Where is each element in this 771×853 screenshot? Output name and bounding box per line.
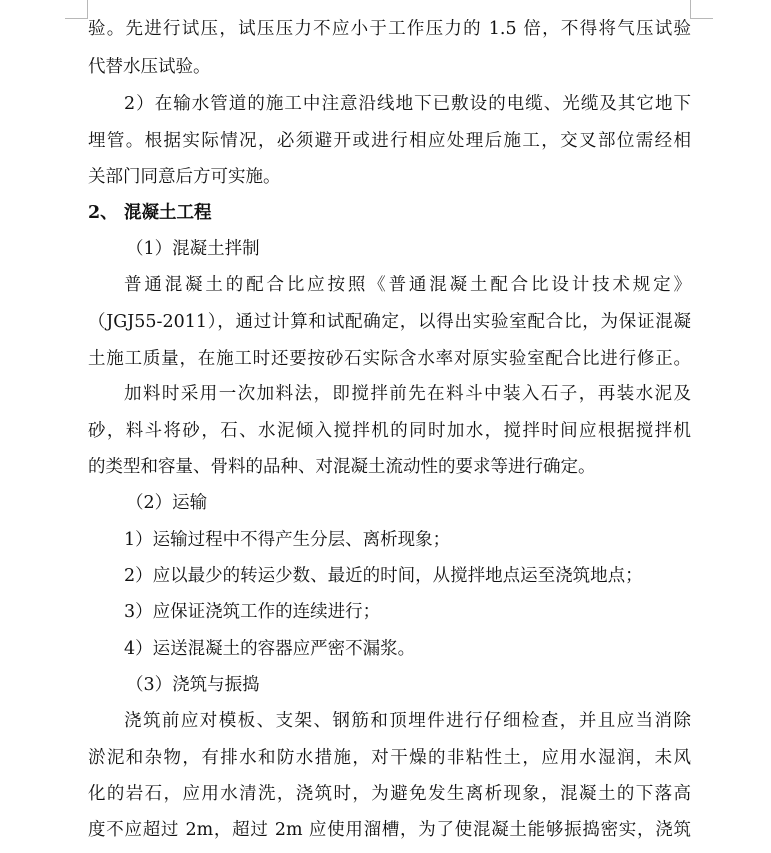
paragraph-line: 2）在输水管道的施工中注意沿线地下已敷设的电缆、光缆及其它地下 (124, 94, 691, 114)
paragraph-line: 淤泥和杂物，有排水和防水措施，对干燥的非粘性土，应用水湿润，未风 (88, 748, 691, 768)
paragraph-line: 化的岩石，应用水清洗，浇筑时，为避免发生离析现象，混凝土的下落高 (88, 784, 691, 804)
section-title: 混凝土工程 (124, 203, 212, 223)
paragraph-line: 浇筑前应对模板、支架、钢筋和顶埋件进行仔细检查，并且应当消除 (124, 711, 691, 731)
paragraph-line: 的类型和容量、骨料的品种、对混凝土流动性的要求等进行确定。 (88, 457, 596, 477)
list-item: 2）应以最少的转运少数、最近的时间，从搅拌地点运至浇筑地点； (124, 566, 643, 586)
subsection-heading: （2）运输 (126, 493, 208, 513)
subsection-heading: （1）混凝土拌制 (126, 239, 260, 259)
paragraph-line: 普通混凝土的配合比应按照《普通混凝土配合比设计技术规定》 (124, 275, 691, 295)
page-corner-mark-right (690, 0, 713, 19)
section-heading (88, 198, 691, 228)
subsection-heading: （3）浇筑与振捣 (126, 675, 260, 695)
paragraph-line: （JGJ55-2011），通过计算和试配确定，以得出实验室配合比，为保证混凝 (88, 312, 691, 332)
paragraph-line: 关部门同意后方可实施。 (88, 167, 281, 187)
paragraph-line: 加料时采用一次加料法，即搅拌前先在料斗中装入石子，再装水泥及 (124, 384, 691, 404)
paragraph-line: 土施工质量，在施工时还要按砂石实际含水率对原实验室配合比进行修正。 (88, 349, 691, 369)
list-item: 4）运送混凝土的容器应严密不漏浆。 (124, 639, 416, 659)
list-item: 3）应保证浇筑工作的连续进行； (124, 602, 381, 622)
paragraph-line: 验。先进行试压，试压压力不应小于工作压力的 1.5 倍，不得将气压试验 (88, 19, 691, 39)
page-corner-mark-left (65, 0, 88, 19)
paragraph-line: 度不应超过 2m，超过 2m 应使用溜槽，为了使混凝土能够振捣密实，浇筑 (88, 820, 691, 840)
paragraph-line: 埋管。根据实际情况，必须避开或进行相应处理后施工，交叉部位需经相 (88, 131, 691, 151)
section-number: 2、 (88, 203, 118, 223)
list-item: 1）运输过程中不得产生分层、离析现象； (124, 530, 451, 550)
paragraph-line: 砂，料斗将砂，石、水泥倾入搅拌机的同时加水，搅拌时间应根据搅拌机 (88, 421, 691, 441)
paragraph-line: 代替水压试验。 (88, 57, 211, 77)
